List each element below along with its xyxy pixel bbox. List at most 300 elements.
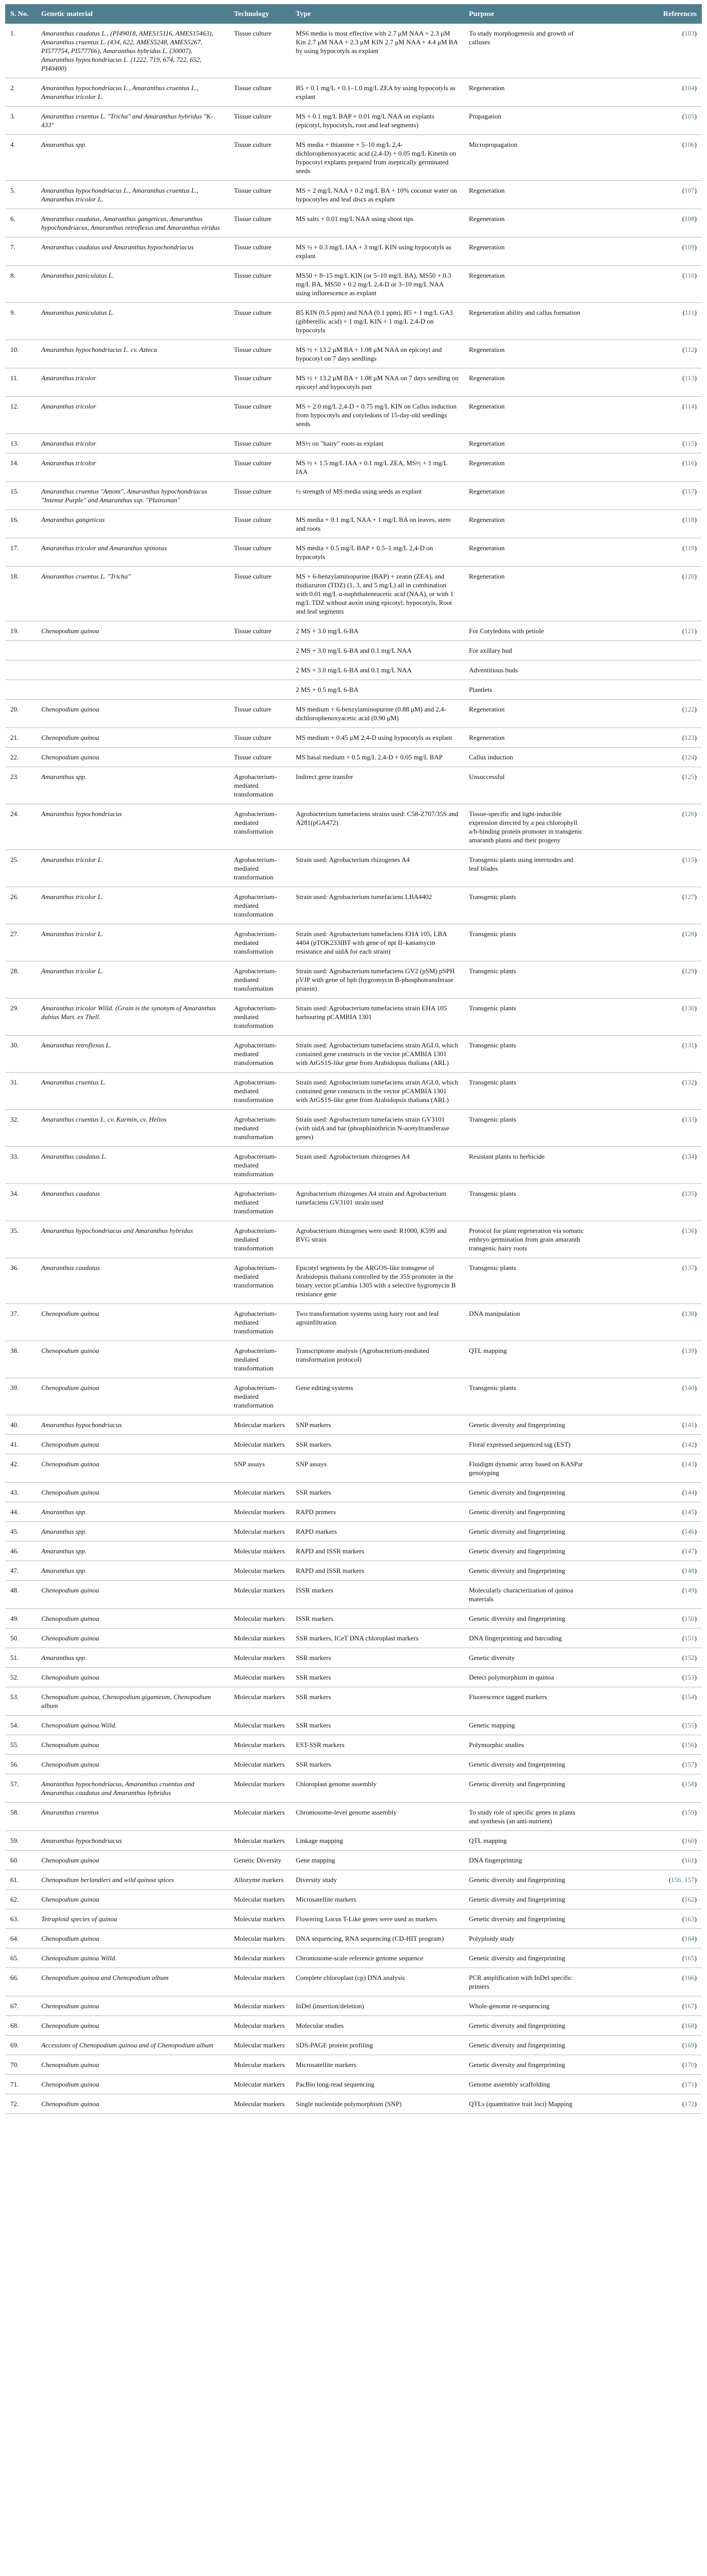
ref-close-paren: ) [694, 1974, 697, 1981]
reference-link[interactable]: 165 [684, 1954, 695, 1962]
row-genetic-material [36, 660, 229, 680]
row-reference [590, 1110, 702, 1147]
row-purpose: DNA fingerprinting [464, 1851, 590, 1870]
row-genetic-material: Amaranthus spp. [36, 1541, 229, 1561]
row-genetic-material: Amaranthus tricolor L. [36, 961, 229, 998]
row-reference [590, 887, 702, 924]
row-sno: 37. [5, 1304, 36, 1341]
reference-link[interactable]: 134 [684, 1153, 695, 1160]
row-sno: 66. [5, 1968, 36, 1996]
reference-link[interactable]: 156 [684, 1741, 695, 1749]
reference-link[interactable]: 137 [684, 1264, 695, 1272]
row-type: MS ½ + 0.3 mg/L IAA + 3 mg/L KIN using hypocotyls as explant [291, 238, 464, 266]
row-genetic-material: Amaranthus tricolor L. [36, 850, 229, 887]
row-technology: Agrobacterium-mediated transformation [229, 1258, 291, 1304]
row-technology: Tissue culture [229, 303, 291, 340]
table-row [5, 1522, 702, 1541]
row-purpose: Transgenic plants [464, 1258, 590, 1304]
ref-close-paren: ) [694, 2022, 697, 2029]
row-genetic-material: Chenopodium quinoa [36, 1929, 229, 1948]
row-reference [590, 2055, 702, 2075]
row-genetic-material: Amaranthus hypochondriacus [36, 804, 229, 850]
row-purpose: Genetic mapping [464, 1716, 590, 1735]
reference-link[interactable]: 122 [684, 705, 695, 713]
reference-link[interactable]: 127 [684, 893, 695, 901]
reference-link[interactable]: 150 [684, 1615, 695, 1622]
reference-link[interactable]: 163 [684, 1915, 695, 1923]
reference-link[interactable]: 119 [684, 544, 695, 552]
table-row [5, 1110, 702, 1147]
table-row [5, 1483, 702, 1502]
ref-close-paren: ) [694, 1421, 697, 1429]
reference-link[interactable]: 117 [684, 487, 695, 495]
ref-open-paren: ( [682, 967, 685, 975]
reference-link[interactable]: 114 [684, 402, 695, 410]
reference-link[interactable]: 115 [684, 856, 695, 863]
row-reference [590, 1304, 702, 1341]
ref-close-paren: ) [694, 1310, 697, 1317]
row-sno [5, 660, 36, 680]
ref-open-paren: ( [682, 1264, 685, 1272]
row-genetic-material: Amaranthus cruentus L. "Tricha" [36, 567, 229, 621]
row-sno: 29. [5, 998, 36, 1036]
row-purpose: Transgenic plants [464, 1110, 590, 1147]
ref-close-paren: ) [694, 930, 697, 938]
row-purpose: Transgenic plants [464, 961, 590, 998]
row-sno: 5. [5, 181, 36, 209]
row-sno [5, 641, 36, 660]
reference-link[interactable]: 125 [684, 773, 695, 781]
reference-link[interactable]: 167 [684, 2002, 695, 2010]
reference-link[interactable]: 112 [684, 346, 695, 353]
row-technology: Agrobacterium-mediated transformation [229, 961, 291, 998]
reference-link[interactable]: 145 [684, 1508, 695, 1516]
row-technology: SNP assays [229, 1454, 291, 1483]
row-purpose: Transgenic plants [464, 1378, 590, 1415]
row-technology: Molecular markers [229, 1929, 291, 1948]
ref-close-paren: ) [694, 459, 697, 467]
row-technology: Tissue culture [229, 621, 291, 641]
row-reference [590, 961, 702, 998]
reference-link[interactable]: 160 [684, 1837, 695, 1844]
table-row [5, 1073, 702, 1110]
row-sno: 6. [5, 209, 36, 238]
row-sno: 72. [5, 2094, 36, 2114]
table-row [5, 1870, 702, 1890]
reference-link[interactable]: 132 [684, 1078, 695, 1086]
row-purpose: Genetic diversity and fingerprinting [464, 2036, 590, 2055]
table-row [5, 2055, 702, 2075]
reference-link[interactable]: 107 [684, 187, 695, 194]
table-row [5, 266, 702, 303]
row-technology: Agrobacterium-mediated transformation [229, 1304, 291, 1341]
row-reference [590, 804, 702, 850]
row-type: SNP assays [291, 1454, 464, 1483]
ref-open-paren: ( [682, 1693, 685, 1701]
reference-link[interactable]: 131 [684, 1041, 695, 1049]
row-reference [590, 107, 702, 135]
row-technology: Molecular markers [229, 1909, 291, 1929]
row-sno: 10. [5, 340, 36, 368]
table-row [5, 660, 702, 680]
row-reference [590, 368, 702, 397]
row-technology: Molecular markers [229, 2094, 291, 2114]
reference-link[interactable]: 153 [684, 1673, 695, 1681]
table-row [5, 1561, 702, 1581]
row-sno: 54. [5, 1716, 36, 1735]
row-type: Indirect gene transfer [291, 767, 464, 804]
row-technology: Tissue culture [229, 700, 291, 728]
row-genetic-material [36, 641, 229, 660]
row-purpose: QTL mapping [464, 1831, 590, 1851]
ref-close-paren: ) [694, 1488, 697, 1496]
table-row [5, 2075, 702, 2094]
row-purpose: For Cotyledons with petiole [464, 621, 590, 641]
ref-open-paren: ( [682, 346, 685, 353]
ref-close-paren: ) [694, 1693, 697, 1701]
row-purpose: Genetic diversity and fingerprinting [464, 1755, 590, 1774]
row-sno: 41. [5, 1435, 36, 1454]
row-technology: Molecular markers [229, 1803, 291, 1831]
row-purpose: Molecularly characterization of quinoa materials [464, 1581, 590, 1609]
ref-close-paren: ) [694, 439, 697, 447]
row-purpose: Transgenic plants [464, 887, 590, 924]
table-row [5, 1831, 702, 1851]
row-genetic-material: Amaranthus caudatus L., (PI49018, AMES15116, AMES15463), Amaranthus cruentus L. (434, 622, AMES5248, AMES5267, PI577754, PI577766), Amaranthus hybridus L. (30007), Amaranthus hypochondriacus L. (1222, 719, 674, 722, 652, PI40400) [36, 24, 229, 78]
ref-open-paren: ( [682, 1421, 685, 1429]
ref-open-paren: ( [682, 1615, 685, 1622]
row-type: MS basal medium + 0.5 mg/L 2,4-D + 0.05 mg/L BAP [291, 748, 464, 767]
reference-link[interactable]: 168 [684, 2022, 695, 2029]
row-purpose: Tissue-specific and light-inducible expression directed by a pea chlorophyll a/b-binding protein promoter in transgenic amaranth plants and their progeny [464, 804, 590, 850]
row-reference [590, 1561, 702, 1581]
row-purpose: Micropropagation [464, 135, 590, 181]
row-genetic-material: Chenopodium quinoa [36, 1755, 229, 1774]
row-purpose: DNA manipulation [464, 1304, 590, 1341]
reference-link[interactable]: 162 [684, 1895, 695, 1903]
row-reference [590, 1502, 702, 1522]
row-reference [590, 1221, 702, 1258]
row-sno: 51. [5, 1648, 36, 1668]
row-technology: Tissue culture [229, 748, 291, 767]
ref-open-paren: ( [682, 1190, 685, 1197]
ref-open-paren: ( [682, 1856, 685, 1864]
row-sno: 34. [5, 1184, 36, 1221]
ref-open-paren: ( [682, 1780, 685, 1788]
row-type: Molecular studies [291, 2016, 464, 2036]
reference-link[interactable]: 130 [684, 1004, 695, 1012]
row-sno: 28. [5, 961, 36, 998]
ref-close-paren: ) [694, 402, 697, 410]
reference-link[interactable]: 172 [684, 2100, 695, 2108]
row-genetic-material: Chenopodium quinoa Willd. [36, 1716, 229, 1735]
row-sno: 38. [5, 1341, 36, 1378]
ref-close-paren: ) [694, 773, 697, 781]
row-purpose: Genetic diversity and fingerprinting [464, 1522, 590, 1541]
reference-link[interactable]: 148 [684, 1567, 695, 1574]
reference-link[interactable]: 161 [684, 1856, 695, 1864]
ref-open-paren: ( [682, 1654, 685, 1662]
row-sno: 53. [5, 1687, 36, 1716]
row-technology: Tissue culture [229, 482, 291, 510]
row-technology: Molecular markers [229, 1502, 291, 1522]
ref-open-paren: ( [682, 1347, 685, 1354]
row-sno: 1. [5, 24, 36, 78]
row-sno: 9. [5, 303, 36, 340]
table-row [5, 1221, 702, 1258]
ref-close-paren: ) [694, 1954, 697, 1962]
ref-open-paren: ( [682, 2061, 685, 2069]
ref-open-paren: ( [682, 215, 685, 223]
ref-close-paren: ) [694, 1078, 697, 1086]
reference-link[interactable]: 109 [684, 243, 695, 251]
row-technology: Agrobacterium-mediated transformation [229, 850, 291, 887]
reference-link[interactable]: 110 [684, 272, 695, 279]
ref-open-paren: ( [682, 893, 685, 901]
row-reference [590, 1147, 702, 1184]
row-type: Gene editing systems [291, 1378, 464, 1415]
row-genetic-material: Amaranthus hypochondriacus [36, 1415, 229, 1435]
table-header [5, 4, 702, 24]
row-technology: Molecular markers [229, 1831, 291, 1851]
reference-link[interactable]: 171 [684, 2080, 695, 2088]
reference-link[interactable]: 151 [684, 1634, 695, 1642]
ref-open-paren: ( [682, 1310, 685, 1317]
ref-close-paren: ) [694, 487, 697, 495]
reference-link[interactable]: 169 [684, 2041, 695, 2049]
reference-link[interactable]: 142 [684, 1440, 695, 1448]
reference-link[interactable]: 164 [684, 1935, 695, 1942]
ref-close-paren: ) [694, 856, 697, 863]
reference-link[interactable]: 118 [684, 516, 695, 523]
row-genetic-material: Amaranthus cruentus [36, 1803, 229, 1831]
row-genetic-material: Chenopodium quinoa [36, 2055, 229, 2075]
reference-link[interactable]: 139 [684, 1347, 695, 1354]
header-sno: S. No. [5, 4, 36, 24]
row-type: SSR markers [291, 1716, 464, 1735]
reference-link[interactable]: 141 [684, 1421, 695, 1429]
row-sno: 60. [5, 1851, 36, 1870]
row-type: MS media + thiamine + 5–10 mg/L 2,4-dichlorophenoxyacetic acid (2,4-D) + 0.05 mg/L Kinetin on hypocotyl explants prepared from aseptically germinated seeds [291, 135, 464, 181]
row-sno: 26. [5, 887, 36, 924]
table-row [5, 1668, 702, 1687]
row-technology: Molecular markers [229, 2016, 291, 2036]
row-reference [590, 1735, 702, 1755]
ref-close-paren: ) [694, 1760, 697, 1768]
row-genetic-material: Amaranthus spp. [36, 135, 229, 181]
row-type: Transcriptome analysis (Agrobacterium-mediated transformation protocol) [291, 1341, 464, 1378]
row-reference [590, 1851, 702, 1870]
reference-link[interactable]: 138 [684, 1310, 695, 1317]
row-type: Complete chloroplast (cp) DNA analysis [291, 1968, 464, 1996]
reference-link[interactable]: 136 [684, 1227, 695, 1234]
row-technology [229, 660, 291, 680]
row-type: ISSR markers [291, 1609, 464, 1629]
row-genetic-material: Amaranthus hypochondriacus L., Amaranthus cruentus L., Amaranthus tricolor L. [36, 78, 229, 107]
reference-link[interactable]: 140 [684, 1384, 695, 1392]
row-type: PacBio long-read sequencing [291, 2075, 464, 2094]
reference-link[interactable]: 106 [684, 141, 695, 148]
row-purpose: Genetic diversity and fingerprinting [464, 1483, 590, 1502]
reference-link[interactable]: 115 [684, 439, 695, 447]
reference-link[interactable]: 111 [685, 309, 695, 316]
table-row [5, 78, 702, 107]
row-type: Chromosome-scale reference genome sequence [291, 1948, 464, 1968]
row-type: Strain used: Agrobacterium tumefaciens EHA 105, LBA 4404 (pTOK233IBT with gene of npt II–kanamycin resistance and uidA for each strain) [291, 924, 464, 961]
row-technology: Tissue culture [229, 78, 291, 107]
row-purpose: Callus induction [464, 748, 590, 767]
reference-link[interactable]: 158 [684, 1780, 695, 1788]
row-sno: 52. [5, 1668, 36, 1687]
row-type: SDS-PAGE protein profiling [291, 2036, 464, 2055]
reference-link[interactable]: 144 [684, 1488, 695, 1496]
reference-link[interactable]: 135 [684, 1190, 695, 1197]
ref-close-paren: ) [694, 753, 697, 761]
row-technology: Agrobacterium-mediated transformation [229, 1036, 291, 1073]
row-reference [590, 1890, 702, 1909]
ref-close-paren: ) [694, 346, 697, 353]
row-type: SSR markers [291, 1648, 464, 1668]
row-purpose: PCR amplification with InDel specific primers [464, 1968, 590, 1996]
row-type: SSR markers [291, 1483, 464, 1502]
reference-link[interactable]: 116 [684, 459, 695, 467]
row-type: MS ½ + 1.5 mg/L IAA + 0.1 mg/L ZEA, MS½ + 1 mg/L IAA [291, 453, 464, 482]
ref-open-paren: ( [682, 734, 685, 741]
ref-close-paren: ) [694, 627, 697, 635]
table-row [5, 340, 702, 368]
row-type: MS salts + 0.01 mg/L NAA using shoot tips [291, 209, 464, 238]
row-technology: Agrobacterium-mediated transformation [229, 1221, 291, 1258]
reference-link[interactable]: 113 [684, 374, 695, 382]
row-purpose: Genetic diversity and fingerprinting [464, 1890, 590, 1909]
reference-link[interactable]: 146 [684, 1528, 695, 1535]
row-genetic-material: Amaranthus caudatus, Amaranthus gangeticus, Amaranthus hypochondriacus, Amaranthus retroflexus and Amaranthus viridus [36, 209, 229, 238]
row-reference [590, 1909, 702, 1929]
row-type: Linkage mapping [291, 1831, 464, 1851]
table-row [5, 2036, 702, 2055]
row-type: Gene mapping [291, 1851, 464, 1870]
table-row [5, 1687, 702, 1716]
row-genetic-material: Chenopodium quinoa [36, 1890, 229, 1909]
ref-open-paren: ( [682, 1974, 685, 1981]
reference-link[interactable]: 124 [684, 753, 695, 761]
reference-link[interactable]: 143 [684, 1460, 695, 1468]
ref-open-paren: ( [682, 1760, 685, 1768]
ref-open-paren: ( [682, 459, 685, 467]
row-technology: Tissue culture [229, 135, 291, 181]
row-type: Diversity study [291, 1870, 464, 1890]
reference-link[interactable]: 123 [684, 734, 695, 741]
reference-link[interactable]: 166 [684, 1974, 695, 1981]
row-type: MS media + 0.1 mg/L NAA + 1 mg/L BA on leaves, stem and roots [291, 510, 464, 538]
row-sno: 24. [5, 804, 36, 850]
ref-close-paren: ) [694, 1935, 697, 1942]
reference-link[interactable]: 103 [684, 29, 695, 37]
table-row [5, 1996, 702, 2016]
row-purpose: Genetic diversity and fingerprinting [464, 1774, 590, 1803]
row-genetic-material: Chenopodium quinoa [36, 1735, 229, 1755]
row-sno: 14. [5, 453, 36, 482]
row-reference [590, 680, 702, 700]
ref-open-paren: ( [682, 2080, 685, 2088]
ref-open-paren: ( [682, 374, 685, 382]
table-row [5, 1755, 702, 1774]
reference-link[interactable]: 155 [684, 1721, 695, 1729]
row-reference [590, 1073, 702, 1110]
reference-link[interactable]: 157 [684, 1760, 695, 1768]
ref-close-paren: ) [694, 1567, 697, 1574]
row-type: Agrobacterium rhizogenes were used: R1000, K599 and BVG strain [291, 1221, 464, 1258]
reference-link[interactable]: 126 [684, 810, 695, 818]
ref-close-paren: ) [694, 1741, 697, 1749]
row-sno: 8. [5, 266, 36, 303]
row-reference [590, 482, 702, 510]
table-row [5, 1909, 702, 1929]
row-reference [590, 621, 702, 641]
ref-close-paren: ) [694, 309, 697, 316]
reference-link[interactable]: 105 [684, 112, 695, 120]
reference-link[interactable]: 149 [684, 1586, 695, 1594]
row-sno: 68. [5, 2016, 36, 2036]
row-genetic-material: Amaranthus cruentus L. [36, 1073, 229, 1110]
table-row [5, 700, 702, 728]
reference-link[interactable]: 170 [684, 2061, 695, 2069]
row-technology: Agrobacterium-mediated transformation [229, 887, 291, 924]
row-technology: Tissue culture [229, 209, 291, 238]
row-reference [590, 238, 702, 266]
ref-open-paren: ( [682, 2022, 685, 2029]
row-genetic-material: Amaranthus hypochondriacus, Amaranthus cruentus and Amaranthus caudatus and Amaranthus hybridus [36, 1774, 229, 1803]
row-type: SSR markers [291, 1755, 464, 1774]
row-sno: 57. [5, 1774, 36, 1803]
reference-link[interactable]: 120 [684, 572, 695, 580]
table-row [5, 397, 702, 434]
table-row [5, 107, 702, 135]
row-sno: 50. [5, 1629, 36, 1648]
reference-link[interactable]: 108 [684, 215, 695, 223]
ref-open-paren: ( [682, 2100, 685, 2108]
reference-link[interactable]: 133 [684, 1115, 695, 1123]
row-sno: 33. [5, 1147, 36, 1184]
table-row [5, 1735, 702, 1755]
row-reference [590, 2036, 702, 2055]
row-reference [590, 2075, 702, 2094]
row-genetic-material: Chenopodium quinoa [36, 1435, 229, 1454]
row-purpose: Regeneration [464, 482, 590, 510]
row-technology: Tissue culture [229, 368, 291, 397]
reference-link[interactable]: 156, 157 [671, 1876, 695, 1884]
reference-link[interactable]: 128 [684, 930, 695, 938]
ref-close-paren: ) [694, 967, 697, 975]
ref-open-paren: ( [682, 544, 685, 552]
row-genetic-material: Amaranthus hypochondriacus L., Amaranthus cruentus L., Amaranthus tricolor L. [36, 181, 229, 209]
row-type: RAPD and ISSR markers [291, 1541, 464, 1561]
reference-link[interactable]: 154 [684, 1693, 695, 1701]
reference-link[interactable]: 104 [684, 84, 695, 92]
ref-open-paren: ( [682, 1586, 685, 1594]
reference-link[interactable]: 121 [684, 627, 695, 635]
reference-link[interactable]: 152 [684, 1654, 695, 1662]
row-genetic-material: Amaranthus tricolor [36, 368, 229, 397]
row-technology: Molecular markers [229, 1629, 291, 1648]
row-purpose: Genetic diversity and fingerprinting [464, 1870, 590, 1890]
reference-link[interactable]: 129 [684, 967, 695, 975]
header-purpose: Purpose [464, 4, 590, 24]
reference-link[interactable]: 147 [684, 1547, 695, 1555]
row-purpose: Regeneration [464, 700, 590, 728]
table-row [5, 621, 702, 641]
reference-link[interactable]: 159 [684, 1808, 695, 1816]
